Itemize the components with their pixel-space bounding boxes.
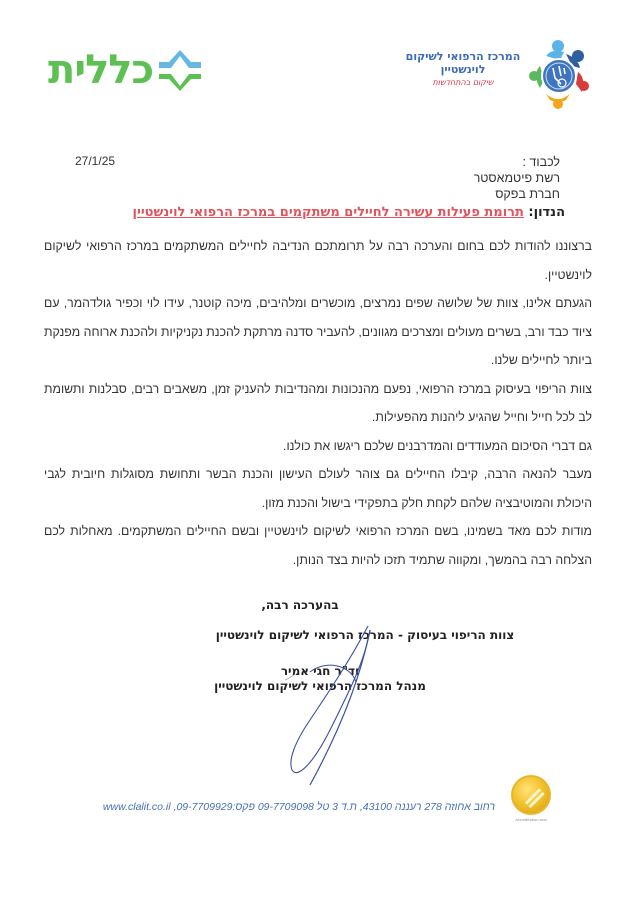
paragraph-chefs: הגעתם אלינו, צוות של שלושה שפים נמרצים, מוכשרים ומלהיבים, מיכה קוטנר, עידו לוי וכפיר גולדהמר, עם ציוד כבד ורב, בשרים מעולים ומצרכים מגוונים, להעביר סדנה מרתקת להכנת נקניקיות ולהכנת ארוחה מפנקת ביותר לחיילים שלנו.: [44, 296, 592, 367]
paragraph-thanks: ברצוננו להודות לכם בחום והערכה רבה על תרומתכם הנדיבה לחיילים המשתקמים במרכז הרפואי לשיקום לוינשטיין.: [44, 239, 592, 282]
logo-name-line1: המרכז הרפואי לשיקום: [405, 50, 521, 63]
signer-title: מנהל המרכז הרפואי לשיקום לוינשטיין: [214, 679, 426, 693]
loewenstein-logo-text: [398, 50, 528, 89]
signer-name: וד"ר חגי אמיר: [280, 664, 360, 678]
subject-line: [133, 205, 565, 220]
letter-date: 27/1/25: [75, 154, 116, 168]
addressee-company: חברת בפקס: [495, 187, 560, 201]
loewenstein-logo: [405, 38, 590, 110]
letter-paragraphs: [44, 232, 592, 574]
team-signature: צוות הריפוי בעיסוק - המרכז הרפואי לשיקום לוינשטיין: [215, 628, 515, 642]
accreditation-seal: [506, 775, 556, 837]
subject-text: תרומת פעילות עשירה לחיילים משתקמים במרכז הרפואי לוינשטיין: [132, 205, 524, 220]
seal-caption: Accreditation seal: [515, 818, 547, 822]
clalit-logo-text: כללית: [48, 47, 154, 93]
handwritten-signature-icon: [270, 620, 410, 790]
gold-seal-icon: [511, 775, 551, 815]
subject-label: הנדון:: [528, 205, 565, 220]
clalit-logo: [48, 45, 213, 95]
paragraph-gratitude: מודות לכם מאד בשמינו, בשם המרכז הרפואי לשיקום לוינשטיין ובשם החיילים המשתקמים. מאחלות לכם הצלחה רבה בהמשך, ומקווה שתמיד תזכו להיות בצד הנותן.: [44, 524, 592, 567]
rehabilitation-emblem-icon: [528, 38, 590, 110]
logo-name-line2: לוינשטיין: [440, 63, 486, 76]
paragraph-benefits: מעבר להנאה הרבה, קיבלו החיילים גם צוהר לעולם העישון והכנת הבשר ותחושת מסוגלות חיובית לגבי היכולת והמוטיבציה שלהם לקחת חלק בתפקידי בישול והכנת מזון.: [44, 467, 592, 510]
paragraph-team: צוות הריפוי בעיסוק במרכז הרפואי, נפעם מהנכונות ומהנדיבות להעניק זמן, משאבים רבים, סבלנות ותשומת לב לכל חייל וחייל שהגיע ליהנות מהפעילות.: [44, 381, 592, 424]
addressee-organization: רשת פיטמאסטר: [473, 171, 560, 185]
closing-phrase: בהערכה רבה,: [261, 598, 339, 612]
addressee-block: [474, 154, 560, 202]
paragraph-closing-words: גם דברי הסיכום המעודדים והמדרבנים שלכם ריגשו את כולנו.: [283, 438, 592, 453]
clalit-wave-icon: [157, 48, 203, 92]
addressee-salutation: לכבוד :: [522, 155, 560, 169]
logo-slogan: שיקום בהתחדשות: [432, 78, 494, 87]
footer-contact-line: רחוב אחוזה 278 רעננה 43100, ת.ד 3 טל 09-7709098 פקס:09-7709929, www.clalit.co.il: [102, 801, 495, 813]
